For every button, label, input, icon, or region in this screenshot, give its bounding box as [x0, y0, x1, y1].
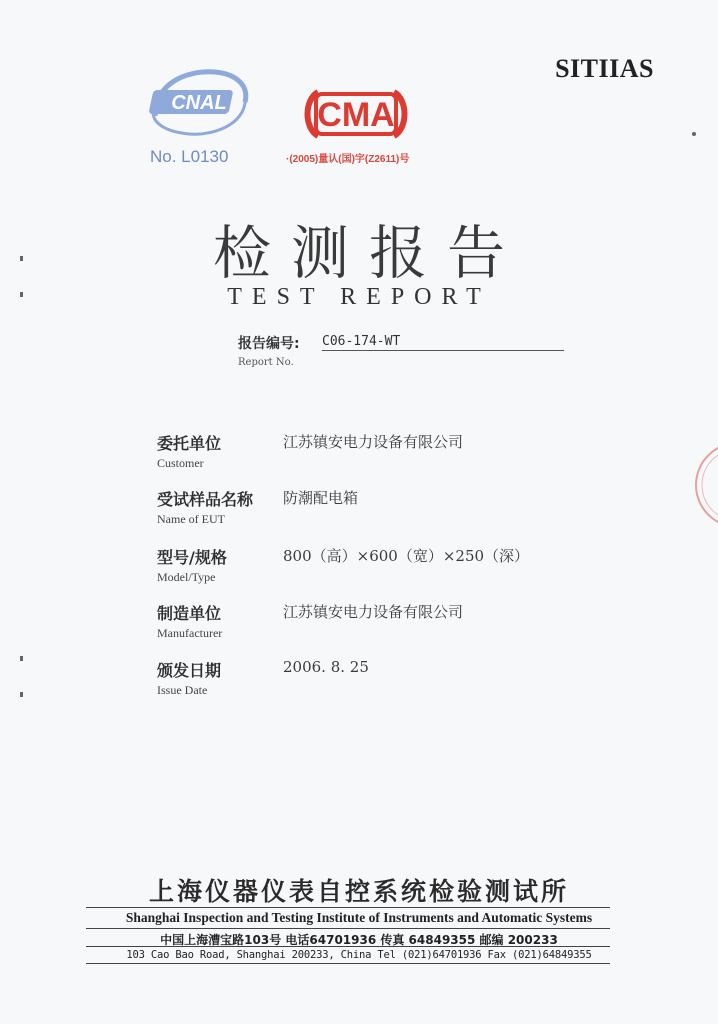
institute-name-chinese: 上海仪器仪表自控系统检验测试所 [148, 877, 569, 906]
divider [86, 946, 610, 947]
field-label-en: Model/Type [157, 570, 216, 584]
institute-name-english: Shanghai Inspection and Testing Institute of Instruments and Automatic Systems [125, 910, 593, 925]
field-issue-date [157, 658, 369, 698]
field-value: 2006. 8. 25 [283, 658, 369, 676]
field-label-en: Name of EUT [157, 512, 225, 526]
field-value: 防潮配电箱 [283, 489, 359, 507]
cma-seal-icon [300, 84, 412, 144]
binding-mark [20, 692, 23, 697]
field-label-en: Issue Date [157, 683, 208, 697]
edge-stamp-icon [694, 430, 718, 540]
report-number-label-en: Report No. [238, 357, 294, 368]
field-model-type [157, 545, 530, 585]
field-label: 型号/规格 [157, 548, 227, 567]
title-english: TEST REPORT [227, 284, 491, 310]
binding-mark [20, 656, 23, 661]
binding-mark [20, 256, 23, 261]
report-number-block [238, 333, 401, 368]
cnal-logo-text: CNAL [171, 92, 227, 114]
cma-logo-text: CMA [317, 96, 395, 134]
field-value: 800（高）×600（宽）×250（深） [283, 547, 530, 565]
field-label: 制造单位 [157, 604, 222, 623]
report-number-value: C06-174-WT [322, 334, 564, 351]
field-eut-name [157, 487, 359, 527]
divider [86, 963, 610, 964]
field-customer [157, 431, 464, 471]
field-label-en: Manufacturer [157, 626, 223, 640]
field-label: 颁发日期 [157, 661, 222, 680]
institute-address-chinese: 中国上海漕宝路103号 电话64701936 传真 64849355 邮编 200233 [160, 933, 558, 947]
institute-address-english: 103 Cao Bao Road, Shanghai 200233, China Tel (021)64701936 Fax (021)64849355 [126, 949, 592, 961]
title-chinese: 检测报告 [212, 219, 525, 287]
cnal-number: No. L0130 [150, 147, 229, 166]
divider [86, 928, 610, 929]
field-label: 委托单位 [157, 434, 222, 453]
cnal-seal-icon [145, 64, 255, 142]
field-manufacturer [157, 601, 464, 641]
cma-number: ·(2005)量认(国)字(Z2611)号 [286, 154, 410, 165]
field-label-en: Customer [157, 456, 204, 470]
divider [86, 907, 610, 908]
brand-mark: SITIIAS [555, 54, 654, 83]
report-number-label: 报告编号: [238, 336, 300, 352]
field-value: 江苏镇安电力设备有限公司 [283, 433, 464, 451]
field-value: 江苏镇安电力设备有限公司 [283, 603, 464, 621]
binding-mark [20, 292, 23, 297]
field-label: 受试样品名称 [157, 490, 254, 509]
binding-mark [692, 132, 696, 136]
